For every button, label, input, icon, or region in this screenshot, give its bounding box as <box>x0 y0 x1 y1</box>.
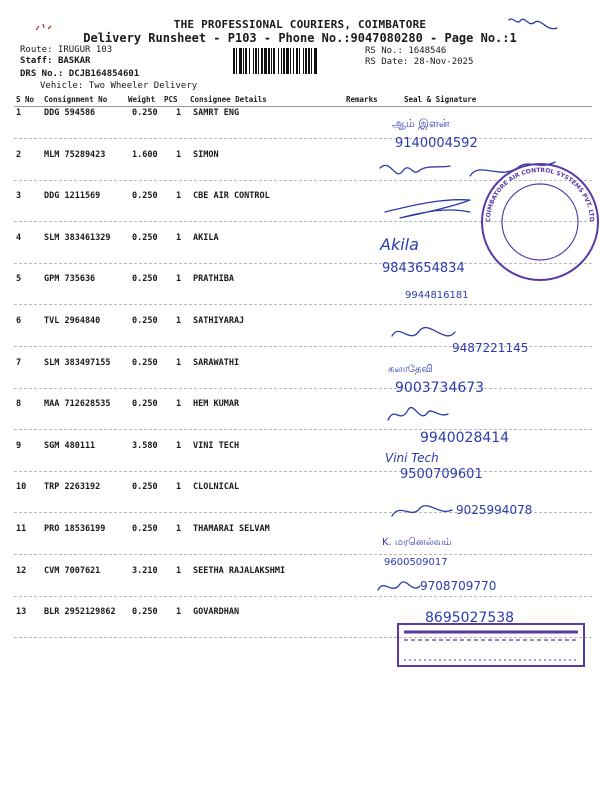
row-consignment: SLM 383497155 <box>44 358 111 368</box>
row-consignee: SAMRT ENG <box>193 108 240 118</box>
row-consignment: PRO 18536199 <box>44 524 106 534</box>
row-consignee: SEETHA RAJALAKSHMI <box>193 566 286 576</box>
row-weight: 0.250 <box>132 399 158 409</box>
row-pcs: 1 <box>176 566 182 576</box>
sig-row1-phone: 9140004592 <box>395 136 478 151</box>
row-consignment: TVL 2964840 <box>44 316 101 326</box>
row-weight: 3.580 <box>132 441 158 451</box>
row-consignment: DDG 594586 <box>44 108 96 118</box>
row-pcs: 1 <box>176 150 182 160</box>
row-pcs: 1 <box>176 108 182 118</box>
row-consignment: MAA 712628535 <box>44 399 111 409</box>
col-seal: Seal & Signature <box>404 95 477 104</box>
row-sno: 10 <box>16 482 27 492</box>
row-sno: 12 <box>16 566 27 576</box>
sig-row10-phone: 9025994078 <box>456 503 533 517</box>
rs-no-label: RS No.: <box>365 46 403 56</box>
row-sno: 4 <box>16 233 22 243</box>
rs-date-label: RS Date: <box>365 57 409 67</box>
rs-no-value: 1648546 <box>408 46 447 56</box>
row-pcs: 1 <box>176 233 182 243</box>
row-pcs: 1 <box>176 524 182 534</box>
vehicle-label: Vehicle: <box>40 81 84 91</box>
sig-row12 <box>378 582 420 590</box>
row-sno: 3 <box>16 191 22 201</box>
row-weight: 0.250 <box>132 482 158 492</box>
row-consignee: SARAWATHI <box>193 358 240 368</box>
row-pcs: 1 <box>176 316 182 326</box>
row-weight: 0.250 <box>132 316 158 326</box>
row-sno: 8 <box>16 399 22 409</box>
row-consignee: AKILA <box>193 233 219 243</box>
row-consignee: HEM KUMAR <box>193 399 240 409</box>
row-consignment: BLR 2952129862 <box>44 607 116 617</box>
row-weight: 0.250 <box>132 607 158 617</box>
row-pcs: 1 <box>176 441 182 451</box>
row-consignee: CLOLNICAL <box>193 482 240 492</box>
sig-row2 <box>380 165 450 173</box>
row-consignment: GPM 735636 <box>44 274 96 284</box>
row-consignment: TRP 2263192 <box>44 482 101 492</box>
row-pcs: 1 <box>176 358 182 368</box>
row-pcs: 1 <box>176 191 182 201</box>
sig-row7-name: கலாதேவி <box>388 364 433 375</box>
row-consignment: DDG 1211569 <box>44 191 101 201</box>
sig-row11-phone: 9600509017 <box>384 557 448 568</box>
sig-row5-phone: 9944816181 <box>405 290 469 301</box>
row-consignee: THAMARAI SELVAM <box>193 524 270 534</box>
company-stamp-rect <box>398 624 584 666</box>
row-weight: 0.250 <box>132 524 158 534</box>
row-weight: 0.250 <box>132 233 158 243</box>
rs-date-value: 28-Nov-2025 <box>413 57 474 67</box>
row-consignee: PRATHIBA <box>193 274 234 284</box>
sig-row12-phone: 9708709770 <box>420 579 497 593</box>
row-weight: 0.250 <box>132 358 158 368</box>
staff-label: Staff: <box>20 56 53 66</box>
company-seal <box>482 164 598 280</box>
sig-row9b-phone: 9500709601 <box>400 467 483 482</box>
row-consignment: CVM 7007621 <box>44 566 101 576</box>
row-consignment: SLM 383461329 <box>44 233 111 243</box>
sig-row3 <box>385 200 470 218</box>
row-sno: 7 <box>16 358 22 368</box>
sig-row1-name: ஆம் இளன் <box>392 117 450 130</box>
row-weight: 3.210 <box>132 566 158 576</box>
sig-row4-name: Akila <box>380 235 419 254</box>
vehicle-value: Two Wheeler Delivery <box>88 81 198 91</box>
row-sno: 2 <box>16 150 22 160</box>
sig-row4-phone: 9843654834 <box>382 261 465 276</box>
row-consignee: VINI TECH <box>193 441 240 451</box>
sig-row7-phone: 9003734673 <box>395 380 485 396</box>
row-consignee: SATHIYARAJ <box>193 316 245 326</box>
sig-row11-name: K. மரனெல்வம் <box>382 537 452 548</box>
col-consignment: Consignment No <box>44 95 108 104</box>
row-pcs: 1 <box>176 482 182 492</box>
col-remarks: Remarks <box>346 95 378 104</box>
sig-row6 <box>392 328 455 336</box>
row-sno: 5 <box>16 274 22 284</box>
drs-value: DCJB164854601 <box>68 69 140 79</box>
route-label: Route: <box>20 45 53 55</box>
sig-row6-phone: 9487221145 <box>452 341 529 355</box>
staff-value: BASKAR <box>57 56 91 66</box>
row-sno: 11 <box>16 524 27 534</box>
row-pcs: 1 <box>176 399 182 409</box>
row-consignee: SIMON <box>193 150 219 160</box>
row-consignee: CBE AIR CONTROL <box>193 191 270 201</box>
row-sno: 1 <box>16 108 22 118</box>
company-title: THE PROFESSIONAL COURIERS, COIMBATORE <box>173 18 427 31</box>
col-pcs: PCS <box>164 95 178 104</box>
drs-label: DRS No.: <box>20 69 64 79</box>
row-consignee: GOVARDHAN <box>193 607 240 617</box>
row-weight: 0.250 <box>132 274 158 284</box>
col-weight: Weight <box>128 95 156 104</box>
svg-text:COIMBATORE AIR CONTROL SYSTEMS: COIMBATORE AIR CONTROL SYSTEMS PVT. LTD <box>484 166 596 223</box>
runsheet-title: Delivery Runsheet - P103 - Phone No.:9047080280 - Page No.:1 <box>83 31 517 45</box>
sig-row9-name: Vini Tech <box>385 451 439 465</box>
sig-row13-phone: 8695027538 <box>425 610 515 626</box>
sig-row9-phone: 9940028414 <box>420 430 510 446</box>
row-sno: 9 <box>16 441 22 451</box>
route-value: IRUGUR 103 <box>57 45 113 55</box>
row-consignment: MLM 75289423 <box>44 150 106 160</box>
row-pcs: 1 <box>176 607 182 617</box>
row-sno: 13 <box>16 607 27 617</box>
row-sno: 6 <box>16 316 22 326</box>
row-consignment: SGM 480111 <box>44 441 96 451</box>
sig-row10 <box>392 506 452 516</box>
row-weight: 1.600 <box>132 150 158 160</box>
sig-row8 <box>388 408 448 420</box>
row-weight: 0.250 <box>132 191 158 201</box>
col-sno: S No <box>16 95 35 104</box>
col-consignee: Consignee Details <box>190 95 267 104</box>
row-pcs: 1 <box>176 274 182 284</box>
row-weight: 0.250 <box>132 108 158 118</box>
